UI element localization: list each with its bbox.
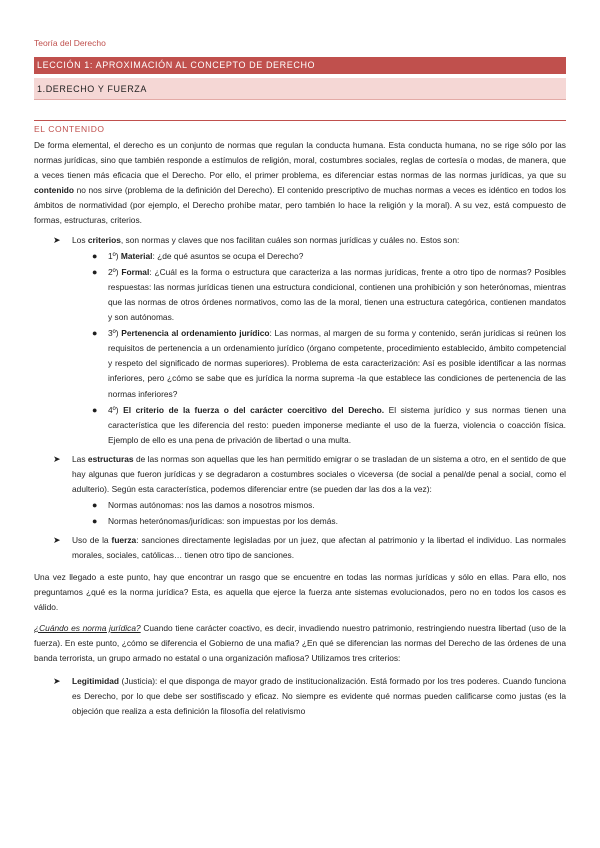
criterio-item-formal: ● 2º) Formal: ¿Cuál es la forma o estructura que caracteriza a las normas jurídicas, frente a otro tipo de normas? Posibles respuestas: las normas jurídicas tienen una estructura condicional, contienen una prohibición y son heterónomas, mientras que las normas de otros órdenes normativos, como las de la moral, tienen una estructura categórica, contienen mandatos y son autónomas. xyxy=(92,266,566,323)
estructura-item-autonomas: ● Normas autónomas: nos las damos a nosotros mismos. xyxy=(34,498,566,513)
criterio-item-fuerza: ● 4º) El criterio de la fuerza o del carácter coercitivo del Derecho. El sistema jurídico y sus normas tienen una característica que les diferencia del resto: pueden imponerse mediante el uso de la fuerza, violencia o coacción física. Ejemplo de ello es una pena de privación de libertad o una multa. xyxy=(92,404,566,445)
criterio-item-pertenencia: ● 3º) Pertenencia al ordenamiento jurídico: Las normas, al margen de su forma y contenido, serán jurídicas si reúnen los requisitos de pertenencia a un ordenamiento jurídico (órgano competente, procedimiento establecido, ámbito competencial y respeto del significado de normas superiores). Problema de esta caracterización: Así es posible identificar a las normas inferiores, pero ¿cómo se sabe que es jurídica la norma suprema -la que establece las condiciones de pertenencia de las normas inferiores? xyxy=(92,328,566,399)
bullet-icon: ● xyxy=(92,250,98,261)
running-header: Teoría del Derecho xyxy=(34,38,106,48)
bullet-icon: ● xyxy=(92,266,98,277)
bullet-icon: ● xyxy=(92,500,98,511)
fuerza-item: ➤ Uso de la fuerza: sanciones directamente legisladas por un juez, que afectan al patrimonio y la libertad el individuo. Las normales morales, sociales, católicas… tienen otro tipo de sanciones. xyxy=(53,535,566,561)
document-body xyxy=(34,138,566,719)
intro-paragraph: De forma elemental, el derecho es un conjunto de normas que regulan la conducta humana. Esta conducta humana, no se rige sólo por las normas jurídicas, sino que también responde a estímulos de religión, moral, costumbres sociales, reglas de cortesía o modas, de manera, que a veces tienen más eficacia que el Derecho. Por ello, el primer problema, es diferenciar estas normas de las normas jurídicas, ya que su contenido no nos sirve (problema de la definición del Derecho). El contenido prescriptivo de muchas normas a veces es idéntico en todos los ámbitos de normatividad (por ejemplo, el Derecho prohíbe matar, pero también lo hace la religión y la moral). A su vez, está compuesto de formas, estructuras, criterios. xyxy=(34,140,566,226)
arrow-bullet-icon: ➤ xyxy=(53,234,61,245)
bullet-icon: ● xyxy=(92,328,98,339)
estructuras-item: ➤ Las estructuras de las normas son aquellas que les han permitido emigrar o se trasladan de un sistema a otro, en el sentido de que hay algunas que fueron jurídicas y se degradaron a costumbres sociales o viceversa (de social a penal/de penal a social, como el adulterio). Según esta característica, podemos diferenciar entre (se pueden dar las dos a la vez): xyxy=(53,453,566,495)
arrow-bullet-icon: ➤ xyxy=(53,535,61,546)
criterios-item: ➤ Los criterios, son normas y claves que nos facilitan cuáles son normas jurídicas y cuáles no. Estos son: xyxy=(34,233,566,248)
cuando-paragraph: ¿Cuándo es norma jurídica? Cuando tiene carácter coactivo, es decir, invadiendo nuestro patrimonio, restringiendo nuestra libertad (uso de la fuerza). En este punto, ¿cómo se diferencia el Gobierno de una mafia? ¿En qué se diferencian las normas del Derecho de las órdenes de una banda terrorista, un grupo armado no estatal o una organización mafiosa? Utilizamos tres criterios: xyxy=(34,622,566,663)
legitimidad-item: ➤ Legitimidad (Justicia): el que disponga de mayor grado de institucionalización. Está formado por los tres poderes. Cuando funciona es Derecho, por lo que debe ser sostifiscado y eficaz. No siempre es evidente qué normas pueden calificarse como justas (es la objeción que realiza a esta definición la filosofía del relativismo xyxy=(53,676,566,717)
section-title: 1.DERECHO Y FUERZA xyxy=(34,78,566,100)
estructura-item-heteronomas: ● Normas heterónomas/jurídicas: son impuestas por los demás. xyxy=(34,514,566,529)
rasgo-paragraph: Una vez llegado a este punto, hay que encontrar un rasgo que se encuentre en todas las normas jurídicas y sólo en ellas. Para ello, nos preguntamos ¿qué es la norma jurídica? Esta, es aquella que ejerce la fuerza ante sistemas evolucionados, pero no en todos los casos es válido. xyxy=(34,571,566,612)
bullet-icon: ● xyxy=(92,404,98,415)
criterio-item-material: ● 1º) Material: ¿de qué asuntos se ocupa el Derecho? xyxy=(34,249,566,264)
lesson-title: LECCIÓN 1: APROXIMACIÓN AL CONCEPTO DE DERECHO xyxy=(34,57,566,74)
arrow-bullet-icon: ➤ xyxy=(53,453,61,464)
bullet-icon: ● xyxy=(92,516,98,527)
arrow-bullet-icon: ➤ xyxy=(53,676,61,687)
content-heading: EL CONTENIDO xyxy=(34,120,566,134)
